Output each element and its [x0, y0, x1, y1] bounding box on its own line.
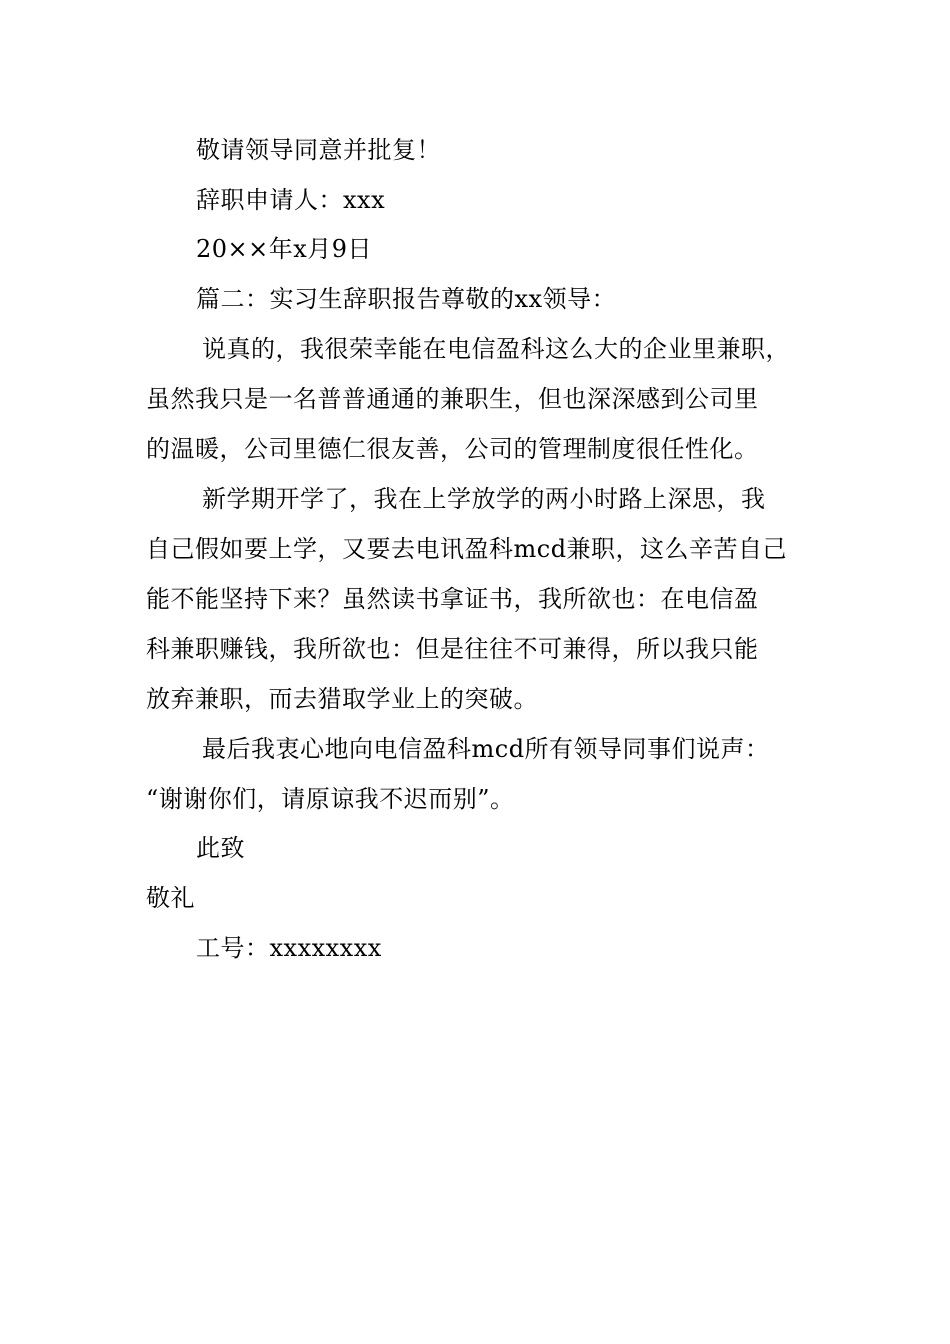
- text-line-paragraph-2: 新学期开学了，我在上学放学的两小时路上深思，我: [202, 485, 766, 513]
- text-line-paragraph-3: 最后我衷心地向电信盈科mcd所有领导同事们说声：: [202, 735, 770, 763]
- text-line-paragraph-2: 自己假如要上学，又要去电讯盈科mcd兼职，这么辛苦自己: [146, 535, 788, 563]
- text-line-paragraph-2: 能不能坚持下来？虽然读书拿证书，我所欲也：在电信盈: [146, 585, 759, 613]
- text-line-paragraph-1: 虽然我只是一名普普通通的兼职生，但也深深感到公司里: [146, 385, 759, 413]
- text-line-applicant: 辞职申请人：xxx: [196, 186, 386, 214]
- text-line-paragraph-2: 科兼职赚钱，我所欲也：但是往往不可兼得，所以我只能: [146, 635, 759, 663]
- text-line-employee-id: 工号：xxxxxxxx: [196, 934, 382, 962]
- text-line-paragraph-3: “谢谢你们，请原谅我不迟而别”。: [146, 785, 515, 813]
- text-line-paragraph-2: 放弃兼职，而去猎取学业上的突破。: [146, 685, 538, 713]
- text-line-paragraph-1: 的温暖，公司里德仁很友善，公司的管理制度很任性化。: [146, 435, 759, 463]
- text-line-closing: 此致: [196, 834, 245, 862]
- text-line-salutation: 敬礼: [146, 884, 195, 912]
- text-line-section-heading: 篇二：实习生辞职报告尊敬的xx领导：: [196, 285, 617, 313]
- text-line-date: 20××年x月9日: [196, 235, 373, 263]
- text-line-approval-request: 敬请领导同意并批复！: [196, 136, 441, 164]
- text-line-paragraph-1: 说真的，我很荣幸能在电信盈科这么大的企业里兼职，: [202, 335, 790, 363]
